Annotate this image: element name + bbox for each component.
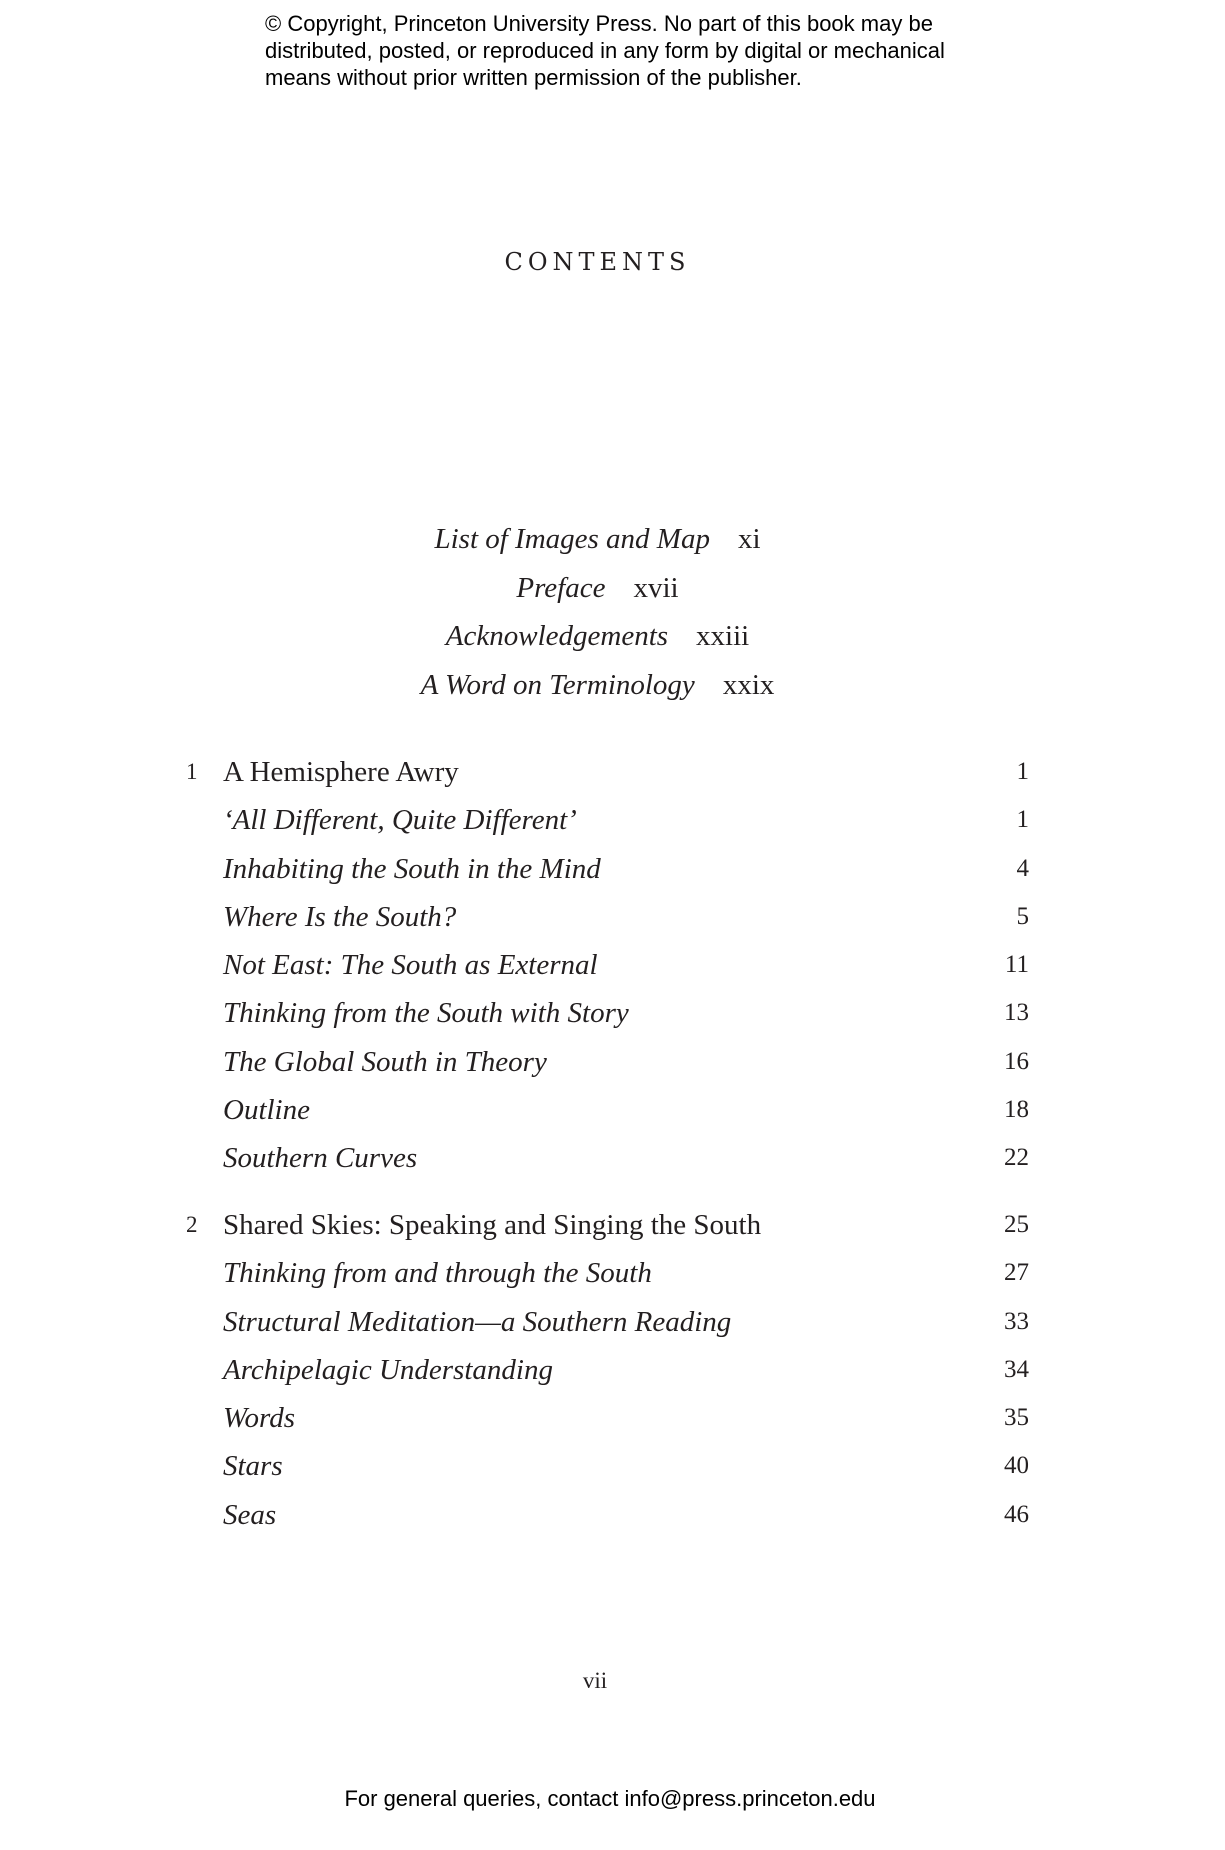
section-entry[interactable] [0,1249,1225,1297]
section-entry[interactable] [0,1491,1225,1539]
section-page: 5 [1016,902,1029,930]
section-page: 34 [1004,1355,1029,1383]
section-entry[interactable] [0,1394,1225,1442]
section-title: Southern Curves [223,1142,418,1175]
chapter-entry[interactable] [0,1201,1225,1249]
front-matter-entry[interactable] [0,564,1195,613]
section-page: 40 [1004,1452,1029,1480]
section-title: Stars [223,1450,283,1483]
section-title: ‘All Different, Quite Different’ [223,804,577,837]
section-entry[interactable] [0,941,1225,989]
chapter-title: A Hemisphere Awry [223,756,459,788]
entry-page: xvii [633,571,679,604]
entry-title: List of Images and Map [434,523,710,555]
section-entry[interactable] [0,1298,1225,1346]
chapter-number: 2 [186,1212,198,1237]
section-title: Where Is the South? [223,900,457,933]
chapter-title: Shared Skies: Speaking and Singing the South [223,1209,762,1241]
section-entry[interactable] [0,845,1225,893]
section-entry[interactable] [0,1346,1225,1394]
section-title: Seas [223,1498,277,1531]
chapter-page: 25 [1004,1211,1029,1238]
front-matter-entry[interactable] [0,661,1195,710]
section-page: 46 [1004,1500,1029,1528]
front-matter-list [0,515,1195,709]
section-entry[interactable] [0,989,1225,1037]
section-title: Not East: The South as External [223,949,598,982]
front-matter-entry[interactable] [0,515,1195,564]
section-title: Structural Meditation—a Southern Reading [223,1305,732,1338]
copyright-line: means without prior written permission of the publisher. [265,65,802,90]
page-folio: vii [582,1668,608,1693]
section-page: 16 [1004,1047,1029,1075]
entry-title: A Word on Terminology [420,668,695,701]
entry-title: Preface [516,571,606,604]
chapter-1 [0,748,1225,1183]
section-title: Thinking from and through the South [223,1257,652,1290]
chapter-entry[interactable] [0,748,1225,796]
chapter-page: 1 [1016,758,1029,785]
section-title: The Global South in Theory [223,1045,547,1078]
section-page: 33 [1004,1307,1029,1335]
chapter-number: 1 [186,759,198,784]
copyright-line: © Copyright, Princeton University Press. No part of this book may be [265,11,933,36]
contents-heading: CONTENTS [504,248,691,276]
section-page: 4 [1016,854,1029,882]
entry-page: xi [737,523,761,555]
section-page: 1 [1016,806,1029,834]
front-matter-entry[interactable] [0,612,1195,661]
section-entry[interactable] [0,796,1225,844]
entry-page: xxiii [696,620,750,652]
section-title: Archipelagic Understanding [223,1353,553,1386]
section-entry[interactable] [0,1134,1225,1182]
section-page: 18 [1004,1096,1029,1124]
section-entry[interactable] [0,893,1225,941]
section-page: 22 [1004,1144,1029,1172]
section-page: 35 [1004,1404,1029,1432]
section-entry[interactable] [0,1086,1225,1134]
section-page: 13 [1004,999,1029,1027]
section-page: 11 [1004,951,1029,979]
copyright-line: distributed, posted, or reproduced in any form by digital or mechanical [265,38,945,63]
section-title: Inhabiting the South in the Mind [223,852,601,885]
section-title: Outline [223,1094,310,1127]
footer-contact: For general queries, contact info@press.princeton.edu [344,1786,876,1811]
chapter-2 [0,1201,1225,1539]
section-title: Thinking from the South with Story [223,997,629,1030]
entry-title: Acknowledgements [445,620,669,652]
entry-page: xxix [722,668,775,701]
section-entry[interactable] [0,1442,1225,1490]
copyright-notice [265,10,1005,91]
section-entry[interactable] [0,1038,1225,1086]
section-page: 27 [1004,1259,1029,1287]
section-title: Words [223,1402,295,1435]
